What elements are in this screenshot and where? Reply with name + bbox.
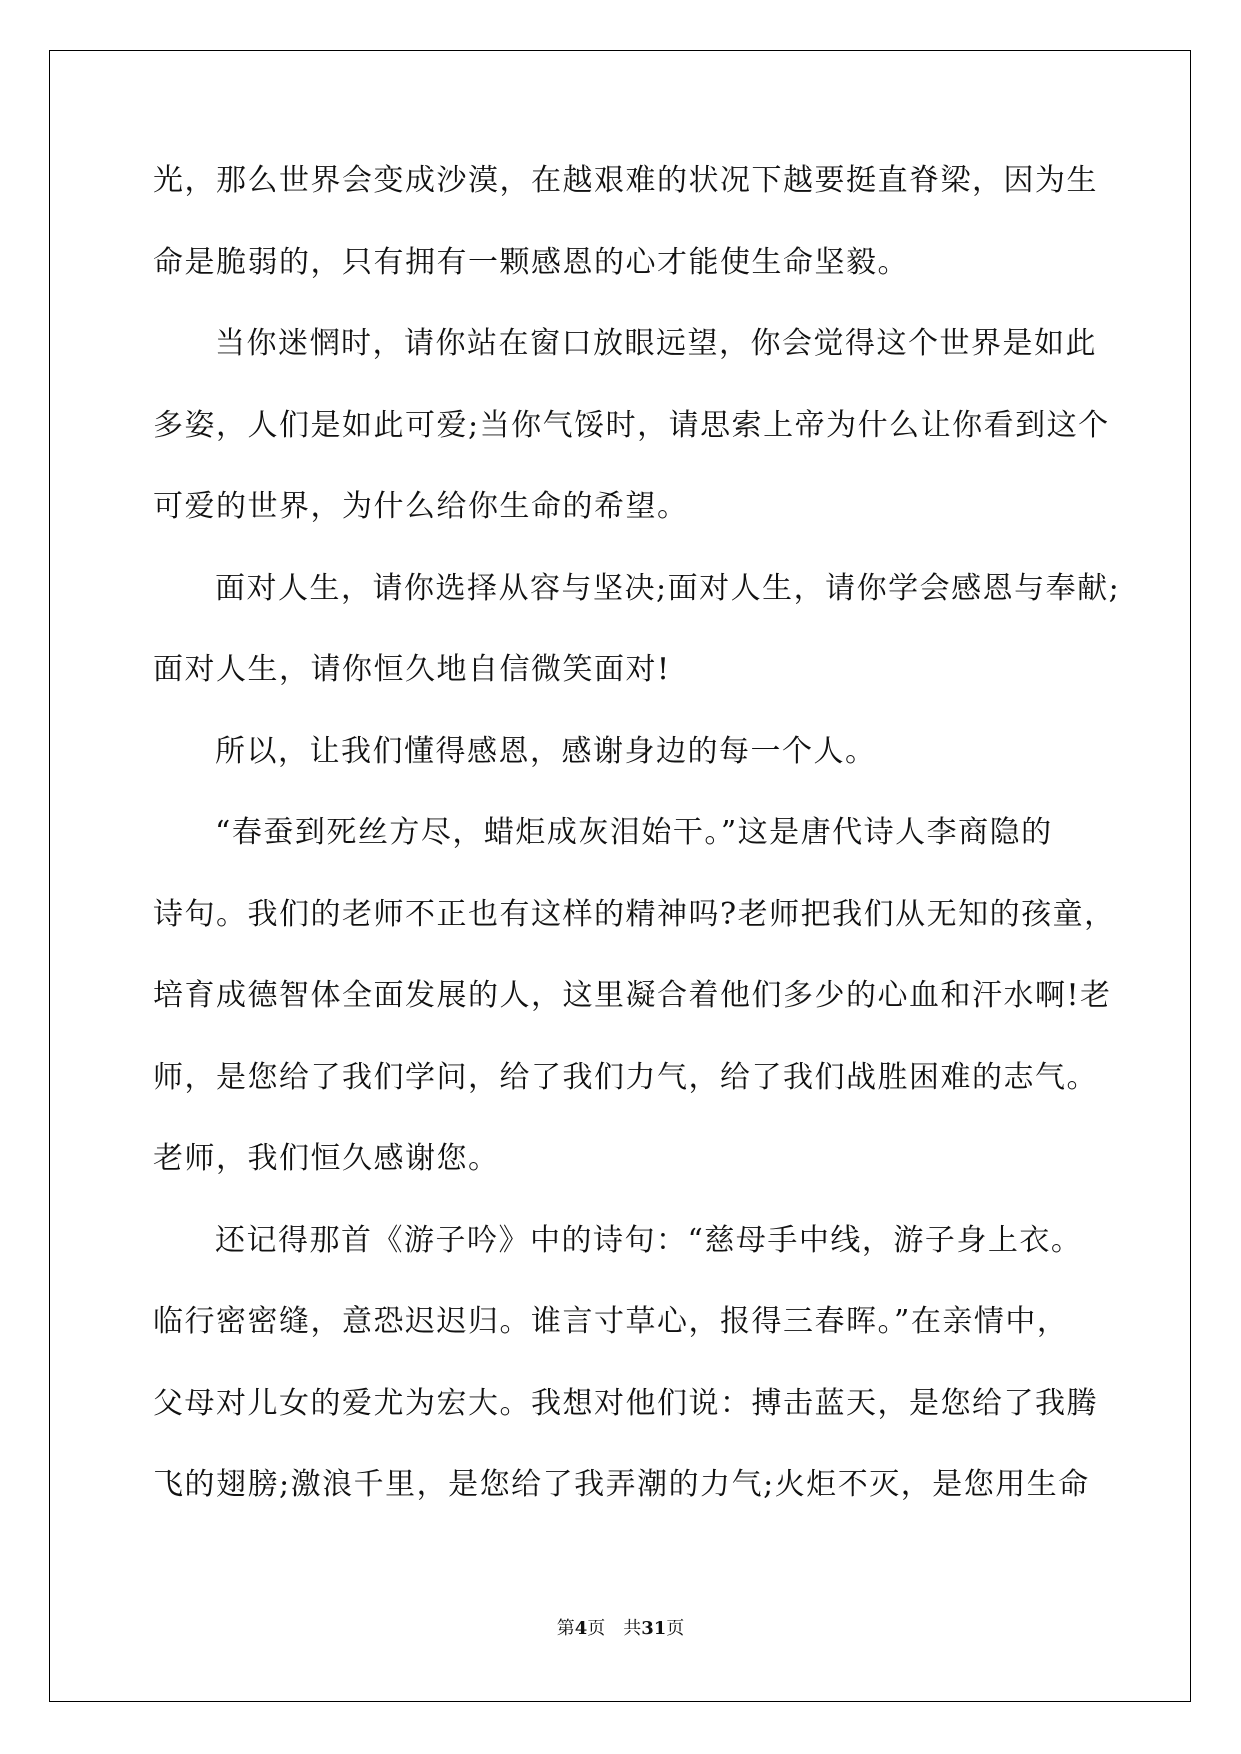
text-line: 面对人生，请你选择从容与坚决;面对人生，请你学会感恩与奉献; bbox=[215, 570, 1121, 606]
text-line: 临行密密缝，意恐迟迟归。谁言寸草心，报得三春晖。”在亲情中， bbox=[153, 1304, 1069, 1339]
document-body bbox=[153, 163, 1121, 1552]
text-line: 多姿，人们是如此可爱;当你气馁时，请思索上帝为什么让你看到这个 bbox=[153, 407, 1110, 443]
page-number: 4 bbox=[574, 1618, 588, 1639]
text-line: 所以，让我们懂得感恩，感谢身边的每一个人。 bbox=[215, 733, 877, 769]
text-line: 诗句。我们的老师不正也有这样的精神吗?老师把我们从无知的孩童， bbox=[153, 896, 1116, 932]
text-line: 面对人生，请你恒久地自信微笑面对! bbox=[153, 652, 671, 687]
text-line: 当你迷惘时，请你站在窗口放眼远望，你会觉得这个世界是如此 bbox=[215, 326, 1097, 361]
text-line: 老师，我们恒久感谢您。 bbox=[153, 1141, 500, 1176]
total-suffix: 页 bbox=[666, 1618, 685, 1639]
page-footer bbox=[0, 1617, 1241, 1641]
text-line: 飞的翅膀;激浪千里，是您给了我弄潮的力气;火炬不灭，是您用生命 bbox=[153, 1467, 1090, 1502]
text-line: 可爱的世界，为什么给你生命的希望。 bbox=[153, 489, 689, 524]
total-pages: 31 bbox=[641, 1618, 667, 1639]
text-line: 还记得那首《游子吟》中的诗句：“慈母手中线，游子身上衣。 bbox=[215, 1222, 1083, 1258]
text-line: 培育成德智体全面发展的人，这里凝合着他们多少的心血和汗水啊!老 bbox=[153, 978, 1112, 1013]
page-suffix: 页 bbox=[587, 1618, 606, 1639]
text-line: “春蚕到死丝方尽，蜡炬成灰泪始干。”这是唐代诗人李商隐的 bbox=[215, 815, 1053, 850]
page-prefix: 第 bbox=[556, 1618, 575, 1639]
text-line: 命是脆弱的，只有拥有一颗感恩的心才能使生命坚毅。 bbox=[153, 244, 909, 280]
text-line: 师，是您给了我们学问，给了我们力气，给了我们战胜困难的志气。 bbox=[153, 1059, 1098, 1095]
total-prefix: 共 bbox=[623, 1618, 642, 1639]
text-line: 光，那么世界会变成沙漠，在越艰难的状况下越要挺直脊梁，因为生 bbox=[153, 163, 1098, 198]
text-line: 父母对儿女的爱尤为宏大。我想对他们说：搏击蓝天，是您给了我腾 bbox=[153, 1385, 1098, 1421]
